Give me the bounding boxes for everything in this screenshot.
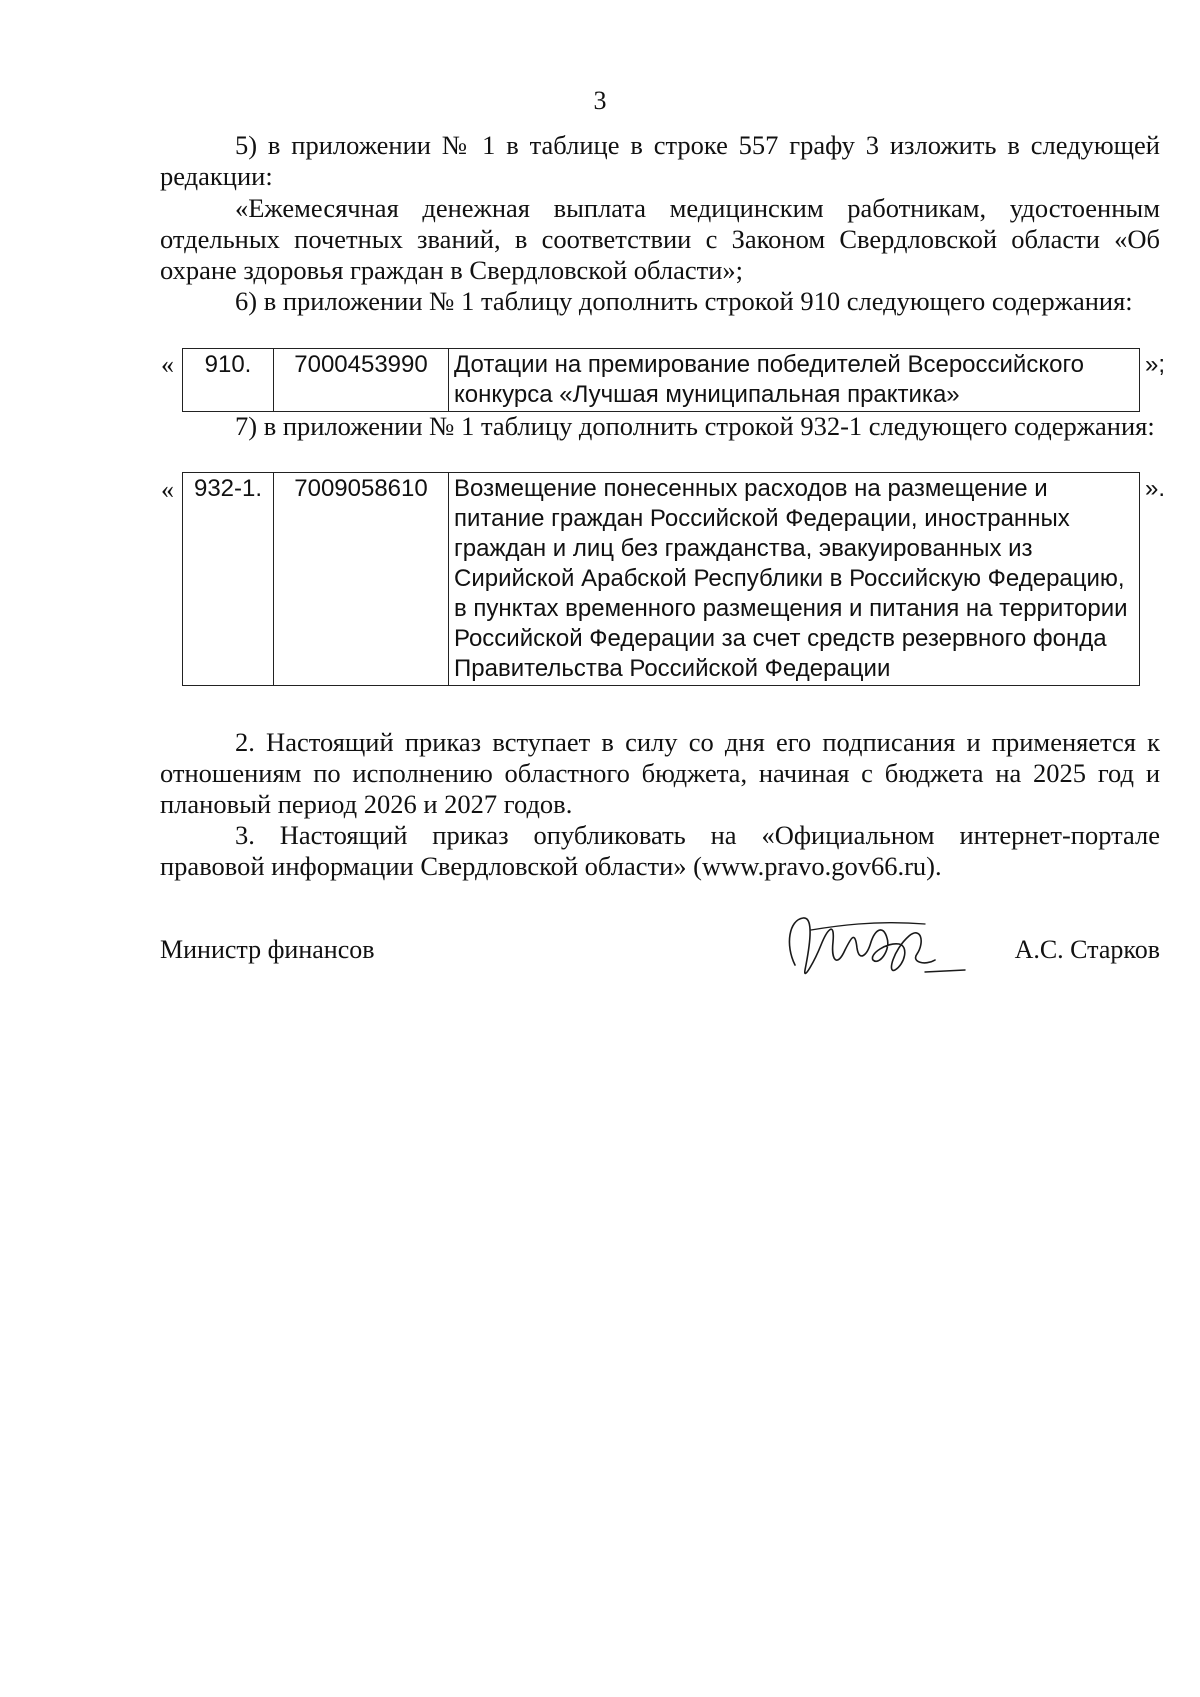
row-description-cell: Дотации на премирование победителей Всероссийского конкурса «Лучшая муниципальная практика» <box>449 349 1140 412</box>
table-row <box>183 349 1177 412</box>
item6-text-content: 6) в приложении № 1 таблицу дополнить строкой 910 следующего содержания: <box>235 286 1133 316</box>
point3-content: 3. Настоящий приказ опубликовать на «Официальном интернет-портале правовой информации Свердловской области» (www.pravo.gov66.ru). <box>160 820 1160 881</box>
row-description-cell: Возмещение понесенных расходов на размещение и питание граждан Российской Федерации, иностранных граждан и лиц без гражданства, эвакуированных из Сирийской Арабской Республики в Российскую Федерацию, в пунктах временного размещения и питания на территории Российской Федерации за счет средств резервного фонда Правительства Российской Федерации <box>449 473 1140 686</box>
row-code-cell: 7009058610 <box>274 473 449 686</box>
item5-text <box>160 130 1160 192</box>
item5-text-content: 5) в приложении № 1 в таблице в строке 557 графу 3 изложить в следующей редакции: <box>160 130 1160 191</box>
point3 <box>160 820 1160 882</box>
item7-text <box>160 411 1160 442</box>
point2-content: 2. Настоящий приказ вступает в силу со дня его подписания и применяется к отношениям по исполнению областного бюджета, начиная с бюджета на 2025 год и плановый период 2026 и 2027 годов. <box>160 727 1160 819</box>
signatory-name: А.С. Старков <box>1014 935 1160 964</box>
signature-block <box>160 935 1160 995</box>
item6-text <box>160 286 1160 317</box>
table-row <box>183 473 1177 686</box>
item6-table <box>182 348 1176 412</box>
handwritten-signature <box>775 890 975 1000</box>
item7-table <box>182 472 1176 686</box>
point2 <box>160 727 1160 820</box>
item7-close-quote: ». <box>1145 474 1166 502</box>
item7-text-content: 7) в приложении № 1 таблицу дополнить строкой 932-1 следующего содержания: <box>235 411 1155 441</box>
item6-open-quote: « <box>161 350 174 379</box>
item6-close-quote: »; <box>1145 350 1166 378</box>
signatory-title: Министр финансов <box>160 935 375 964</box>
page-number: 3 <box>593 86 607 115</box>
item7-open-quote: « <box>161 475 174 504</box>
row-number-cell: 910. <box>183 349 274 412</box>
item5-quote <box>160 193 1160 286</box>
row-code-cell: 7000453990 <box>274 349 449 412</box>
row-number-cell: 932-1. <box>183 473 274 686</box>
item5-quote-content: «Ежемесячная денежная выплата медицинским работникам, удостоенным отдельных почетных званий, в соответствии с Законом Свердловской области «Об охране здоровья граждан в Свердловской области»; <box>160 193 1160 285</box>
